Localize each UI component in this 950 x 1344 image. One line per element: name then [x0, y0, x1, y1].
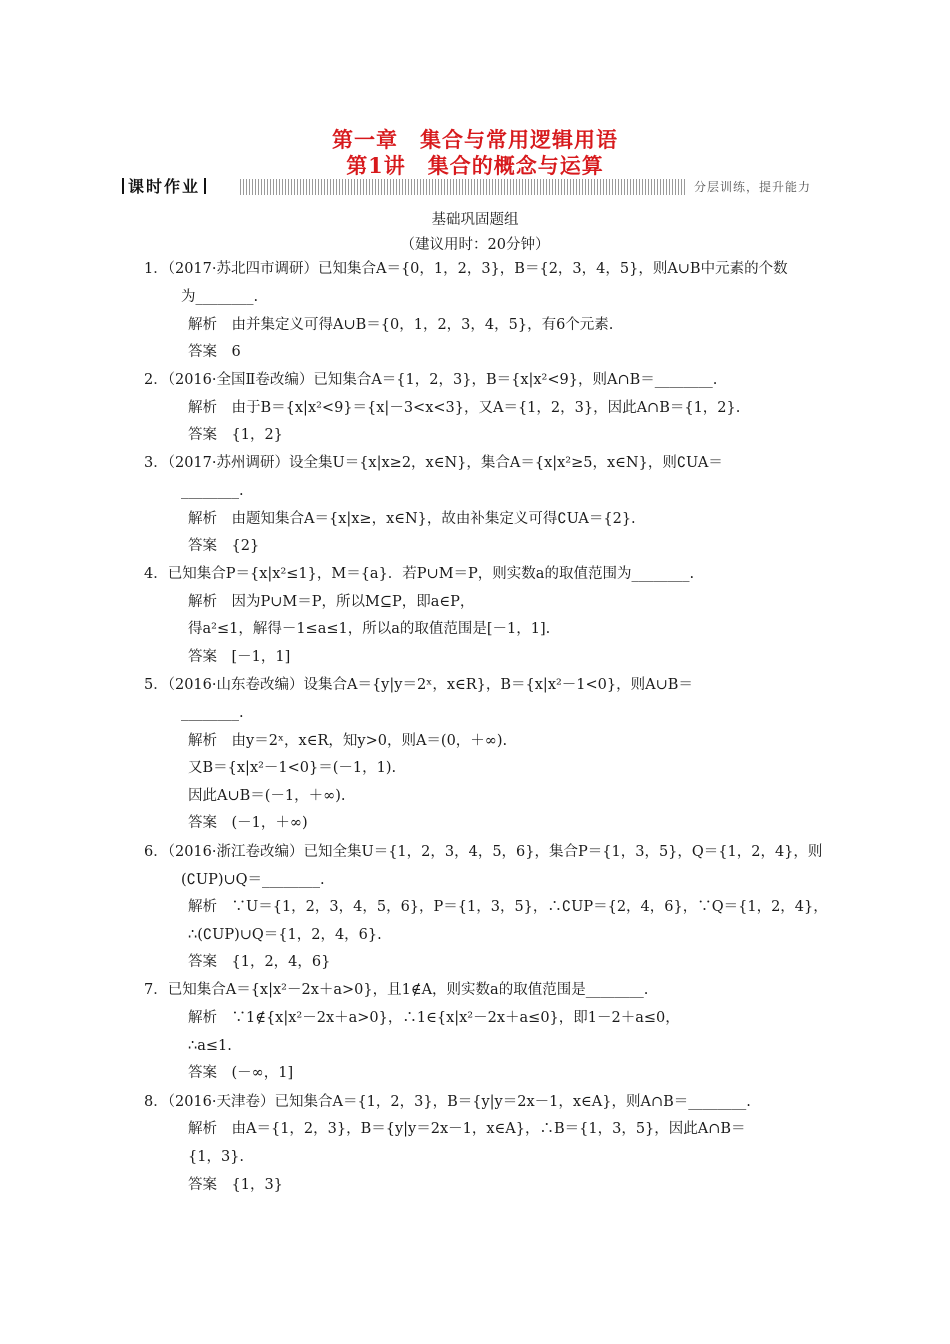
homework-banner [118, 176, 815, 198]
question-line: 6．（2016·浙江卷改编）已知全集U＝{1，2，3，4，5，6}，集合P＝{1，3，5}，Q＝{1，2，4}，则 [144, 844, 823, 860]
answer-line: 解析 由y＝2ˣ，x∈R，知y>0，则A＝(0，＋∞). [188, 733, 508, 749]
chapter-title: 第一章 集合与常用逻辑用语 [332, 127, 618, 152]
answer-line: 解析 ∵U＝{1，2，3，4，5，6}，P＝{1，3，5}，∴∁UP＝{2，4，6}，∵Q＝{1，2，4}， [188, 899, 828, 915]
question-continuation: ________. [181, 483, 244, 499]
answer-line: 答案 {1，2，4，6} [188, 954, 331, 970]
answer-line: 答案 {1，2} [188, 427, 283, 443]
banner-label [118, 176, 238, 198]
question-line: 4．已知集合P＝{x|x²≤1}，M＝{a}．若P∪M＝P，则实数a的取值范围为________. [144, 566, 695, 582]
question-line: 1．（2017·苏北四市调研）已知集合A＝{0，1，2，3}，B＝{2，3，4，5}，则A∪B中元素的个数 [144, 261, 788, 277]
answer-line: 解析 由A＝{1，2，3}，B＝{y|y＝2x－1，x∈A}，∴B＝{1，3，5}，因此A∩B＝ [188, 1121, 746, 1137]
banner-bar-left [122, 178, 124, 194]
answer-line: 解析 ∵1∉{x|x²－2x＋a>0}，∴1∈{x|x²－2x＋a≤0}，即1－2＋a≤0， [188, 1010, 680, 1026]
banner-right-text: 分层训练，提升能力 [686, 176, 815, 198]
answer-line: 答案 {1，3} [188, 1177, 283, 1193]
answer-line: 又B＝{x|x²－1<0}＝(－1，1). [188, 760, 397, 776]
answer-line: 因此A∪B＝(－1，＋∞). [188, 788, 346, 804]
answer-line: 解析 由于B＝{x|x²<9}＝{x|－3<x<3}，又A＝{1，2，3}，因此A∩B＝{1，2}. [188, 400, 741, 416]
answer-line: 得a²≤1，解得－1≤a≤1，所以a的取值范围是[－1，1]. [188, 621, 551, 637]
section-heading: 基础巩固题组 [431, 212, 519, 228]
answer-line: 答案 (－∞，1] [188, 1065, 294, 1081]
question-line: 7．已知集合A＝{x|x²－2x＋a>0}，且1∉A，则实数a的取值范围是________. [144, 982, 649, 998]
answer-line: ∴a≤1. [188, 1038, 232, 1054]
answer-line: 解析 由题知集合A＝{x|x≥，x∈N}，故由补集定义可得∁UA＝{2}. [188, 511, 636, 527]
lecture-title: 第1讲 集合的概念与运算 [346, 153, 604, 178]
answer-line: 答案 (－1，＋∞) [188, 815, 308, 831]
answer-line: 解析 因为P∪M＝P，所以M⊆P，即a∈P， [188, 594, 475, 610]
answer-line: 答案 6 [188, 344, 241, 360]
question-continuation: (∁UP)∪Q＝________. [181, 872, 325, 888]
question-line: 3．（2017·苏州调研）设全集U＝{x|x≥2，x∈N}，集合A＝{x|x²≥5，x∈N}，则∁UA＝ [144, 455, 723, 471]
question-line: 5．（2016·山东卷改编）设集合A＝{y|y＝2ˣ，x∈R}，B＝{x|x²－1<0}，则A∪B＝ [144, 677, 693, 693]
question-continuation: 为________. [181, 289, 259, 305]
question-line: 2．（2016·全国Ⅱ卷改编）已知集合A＝{1，2，3}，B＝{x|x²<9}，则A∩B＝________. [144, 372, 718, 388]
banner-label-text: 课时作业 [128, 177, 201, 196]
question-continuation: ________. [181, 705, 244, 721]
question-line: 8．（2016·天津卷）已知集合A＝{1，2，3}，B＝{y|y＝2x－1，x∈A}，则A∩B＝________. [144, 1094, 751, 1110]
answer-line: 解析 由并集定义可得A∪B＝{0，1，2，3，4，5}，有6个元素. [188, 317, 614, 333]
answer-line: 答案 [－1，1] [188, 649, 291, 665]
answer-line: ∴(∁UP)∪Q＝{1，2，4，6}. [188, 927, 382, 943]
answer-line: 答案 {2} [188, 538, 260, 554]
time-hint: （建议用时：20分钟） [400, 237, 550, 253]
answer-line: {1，3}. [188, 1149, 245, 1165]
banner-bar-right [204, 178, 206, 194]
